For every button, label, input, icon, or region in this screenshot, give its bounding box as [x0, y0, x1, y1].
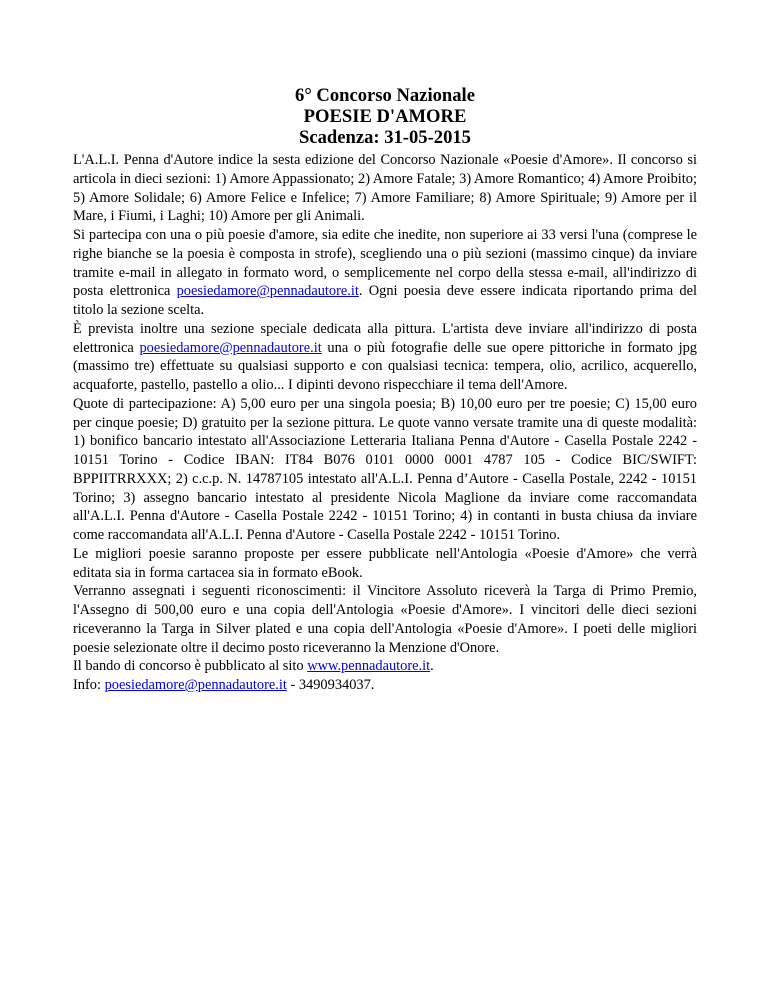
paragraph-website	[73, 657, 697, 676]
paragraph-participation-text-b: . Ogni poesia deve essere indicata riportando prima del titolo la sezione scelta.	[73, 283, 697, 318]
title-block	[73, 85, 697, 148]
paragraph-painting	[73, 320, 697, 395]
paragraph-painting-text-b: una o più fotografie delle sue opere pittoriche in formato jpg (massimo tre) effettuate su qualsiasi supporto e con qualsiasi tecnica: tempera, olio, acrilico, acquerello, acquaforte, pastello, pastello a olio... I dipinti devono rispecchiare il tema dell'Amore.	[73, 339, 697, 393]
contest-name-title: POESIE D'AMORE	[303, 106, 467, 127]
website-link[interactable]: www.pennadautore.it	[307, 658, 431, 675]
paragraph-participation	[73, 226, 697, 320]
paragraph-website-text-b: .	[430, 658, 434, 675]
paragraph-info-text-b: - 3490934037.	[286, 677, 375, 693]
paragraph-website-text-a: Il bando di concorso è pubblicato al sito	[73, 658, 308, 675]
paragraph-sections: L'A.L.I. Penna d'Autore indice la sesta edizione del Concorso Nazionale «Poesie d'Amore». Il concorso si articola in dieci sezioni: 1) Amore Appassionato; 2) Amore Fatale; 3) Amore Romantico; 4) Amore Proibito; 5) Amore Solidale; 6) Amore Felice e Infelice; 7) Amore Familiare; 8) Amore Spirituale; 9) Amore per il Mare, i Fiumi, i Laghi; 10) Amore per gli Animali.	[73, 152, 697, 225]
paragraph-painting-text-a: È prevista inoltre una sezione speciale dedicata alla pittura. L'artista deve inviare all'indirizzo di posta elettronica	[73, 320, 697, 356]
deadline-title: Scadenza: 31-05-2015	[299, 127, 471, 148]
paragraph-awards: Verranno assegnati i seguenti riconoscimenti: il Vincitore Assoluto riceverà la Targa di Primo Premio, l'Assegno di 500,00 euro e una copia dell'Antologia «Poesie d'Amore». I vincitori delle dieci sezioni riceveranno la Targa in Silver plated e una copia dell'Antologia «Poesie d'Amore». I poeti delle migliori poesie selezionate oltre il decimo posto riceveranno la Menzione d'Onore.	[73, 583, 697, 656]
email-link[interactable]: poesiedamore@pennadautore.it	[176, 283, 359, 300]
email-link[interactable]: poesiedamore@pennadautore.it	[104, 677, 287, 693]
paragraph-participation-text-a: Si partecipa con una o più poesie d'amore, sia edite che inedite, non superiore ai 33 versi l'una (comprese le righe bianche se la poesia è composta in strofe), scegliendo una o più sezioni (massimo cinque) da inviare tramite e-mail in allegato in formato word, o semplicemente nel corpo della stessa e-mail, all'indirizzo di posta elettronica	[73, 227, 697, 300]
paragraph-info-text-a: Info:	[73, 677, 105, 693]
paragraph-fees: Quote di partecipazione: A) 5,00 euro per una singola poesia; B) 10,00 euro per tre poesie; C) 15,00 euro per cinque poesie; D) gratuito per la sezione pittura. Le quote vanno versate tramite una di queste modalità: 1) bonifico bancario intestato all'Associazione Letteraria Italiana Penna d'Autore - Casella Postale 2242 - 10151 Torino - Codice IBAN: IT84 B076 0101 0000 0001 4787 105 - Codice BIC/SWIFT: BPPIITRRXXX; 2) c.c.p. N. 14787105 intestato all'A.L.I. Penna d’Autore - Casella Postale, 2242 - 10151 Torino; 3) assegno bancario intestato al presidente Nicola Maglione da inviare come raccomandata all'A.L.I. Penna d'Autore - Casella Postale 2242 - 10151 Torino; 4) in contanti in busta chiusa da inviare come raccomandata all'A.L.I. Penna d'Autore - Casella Postale 2242 - 10151 Torino.	[73, 395, 697, 543]
document-body	[73, 151, 697, 695]
document-page	[73, 85, 697, 695]
email-link[interactable]: poesiedamore@pennadautore.it	[139, 339, 322, 356]
paragraph-info	[73, 676, 697, 695]
paragraph-anthology: Le migliori poesie saranno proposte per essere pubblicate nell'Antologia «Poesie d'Amore» che verrà editata sia in forma cartacea sia in formato eBook.	[73, 545, 697, 581]
contest-edition-title: 6° Concorso Nazionale	[295, 85, 475, 106]
